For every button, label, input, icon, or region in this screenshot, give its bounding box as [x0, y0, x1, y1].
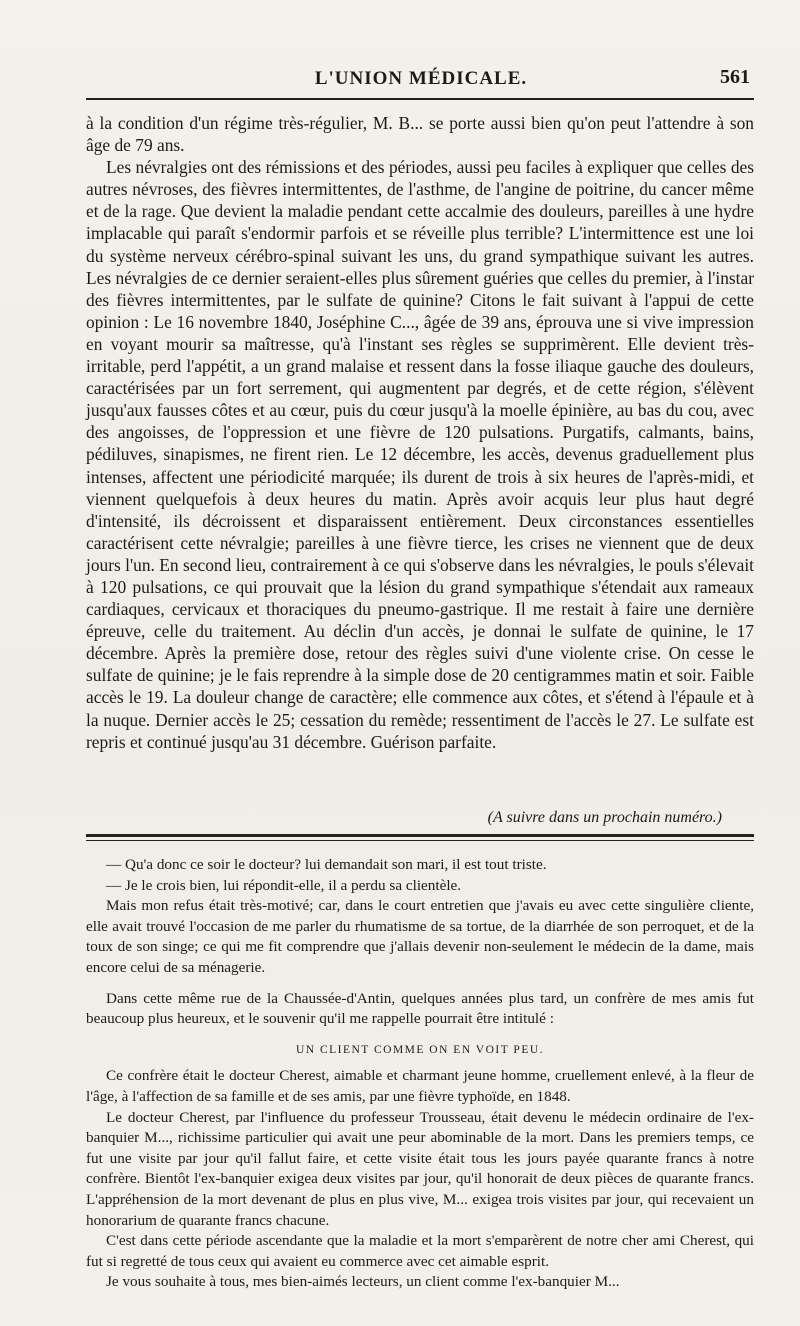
feuilleton-section — [86, 855, 754, 1293]
article-paragraph: à la condition d'un régime très-régulier, M. B... se porte aussi bien qu'on peut l'attendre à son âge de 79 ans. — [86, 113, 754, 156]
header-rule — [86, 98, 754, 100]
section-title: UN CLIENT COMME ON EN VOIT PEU. — [295, 1043, 545, 1056]
feuilleton-paragraph: Dans cette même rue de la Chaussée-d'Antin, quelques années plus tard, un confrère de mes amis fut beaucoup plus heureux, et le souvenir qu'il me rappelle pourrait être intitulé : — [86, 989, 754, 1028]
section-divider — [86, 834, 754, 841]
page-number: 561 — [720, 66, 750, 88]
feuilleton-paragraph: — Qu'a donc ce soir le docteur? lui demandait son mari, il est tout triste. — [106, 856, 547, 873]
feuilleton-paragraph: Ce confrère était le docteur Cherest, aimable et charmant jeune homme, cruellement enlevé, à la fleur de l'âge, à l'affection de sa famille et de ses amis, par une fièvre typhoïde, en 1848. — [86, 1067, 754, 1105]
feuilleton-paragraph: C'est dans cette période ascendante que la maladie et la mort s'emparèrent de notre cher ami Cherest, qui fut si regretté de tous ceux qui avaient eu commerce avec cet aimable esprit. — [86, 1232, 754, 1270]
feuilleton-paragraph: — Je le crois bien, lui répondit-elle, il a perdu sa clientèle. — [106, 876, 462, 894]
page-header — [88, 64, 754, 94]
article-paragraph: Les névralgies ont des rémissions et des périodes, aussi peu faciles à expliquer que celles des autres névroses, des fièvres intermittentes, de l'asthme, de l'angine de poitrine, du cancer même et de la rage. Que devient la maladie pendant cette accalmie des douleurs, pareilles à une hydre implacable qui paraît s'endormir parfois et se réveille plus terrible? L'intermittence est une loi du système nerveux cérébro-spinal suivant les uns, du grand sympathique suivant les autres. Les névralgies de ce dernier seraient-elles plus sûrement guéries que celles du premier, à l'instar des fièvres intermittentes, par le sulfate de quinine? Citons le fait suivant à l'appui de cette opinion : Le 16 novembre 1840, Joséphine C..., âgée de 39 ans, éprouva une si vive impression en voyant mourir sa maîtresse, qu'à l'instant ses règles se supprimèrent. Elle devient très-irritable, perd l'appétit, a un grand malaise et ressent dans la fosse iliaque gauche des douleurs, caractérisées par un fort serrement, qui augmentent par degrés, et de cette région, s'élèvent jusqu'aux fausses côtes et au cœur, puis du cœur jusqu'à la moelle épinière, au bas du cou, avec des angoisses, de l'oppression et une fièvre de 120 pulsations. Purgatifs, calmants, bains, pédiluves, sinapismes, ne firent rien. Le 12 décembre, les accès, devenus graduellement plus intenses, affectent une périodicité marquée; ils durent de trois à six heures de l'après-midi, et viennent quelquefois à deux heures du matin. Après avoir acquis leur plus haut degré d'intensité, ils décroissent et disparaissent entièrement. Deux circonstances essentielles caractérisent cette névralgie; pareilles à une fièvre tierce, les crises ne viennent que de deux jours l'un. En second lieu, contrairement à ce qui s'observe dans les névralgies, le pouls s'élevait à 120 pulsations, ce qui prouvait que la lésion du grand sympathique s'étendait aux rameaux cardiaques, cervicaux et thoraciques du pneumo-gastrique. Il me restait à faire une dernière épreuve, celle du traitement. Au déclin d'un accès, je donnai le sulfate de quinine, le 17 décembre. Après la première dose, retour des règles suivi d'une violente crise. On cesse le sulfate de quinine; je le fais reprendre à la simple dose de 20 centigrammes matin et soir. Faible accès le 19. La douleur change de caractère; elle commence aux côtes, et s'étend à l'épaule et à la nuque. Dernier accès le 25; cessation du remède; ressentiment de l'accès le 27. Le sulfate est repris et continué jusqu'au 31 décembre. Guérison parfaite. — [86, 157, 754, 752]
feuilleton-paragraph: Le docteur Cherest, par l'influence du professeur Trousseau, était devenu le médecin ordinaire de l'ex-banquier M..., richissime particulier qui avait une peur abominable de la mort. Dans les premiers temps, ce fut une visite par jour qu'il fallut faire, et cette visite était tous les jours payée quarante francs à notre confrère. Bientôt l'ex-banquier exigea deux visites par jour, qu'il honorait de deux pièces de quarante francs. L'appréhension de la mort devenant de plus en plus vive, M... exigea trois visites par jour, qui recevaient un honorarium de quarante francs chacune. — [86, 1108, 754, 1229]
feuilleton-paragraph: Je vous souhaite à tous, mes bien-aimés lecteurs, un client comme l'ex-banquier M... — [106, 1273, 620, 1291]
running-title: L'UNION MÉDICALE. — [314, 68, 528, 89]
continuation-note: (A suivre dans un prochain numéro.) — [487, 809, 722, 826]
article-body — [86, 112, 754, 753]
feuilleton-paragraph: Mais mon refus était très-motivé; car, dans le court entretien que j'avais eu avec cette singulière cliente, elle avait trouvé l'occasion de me parler du rhumatisme de sa tortue, de la diarrhée de son perroquet, et de la toux de son singe; ce qui me fit comprendre que j'allais devenir non-seulement le médecin de la dame, mais encore celui de sa ménagerie. — [86, 897, 754, 976]
